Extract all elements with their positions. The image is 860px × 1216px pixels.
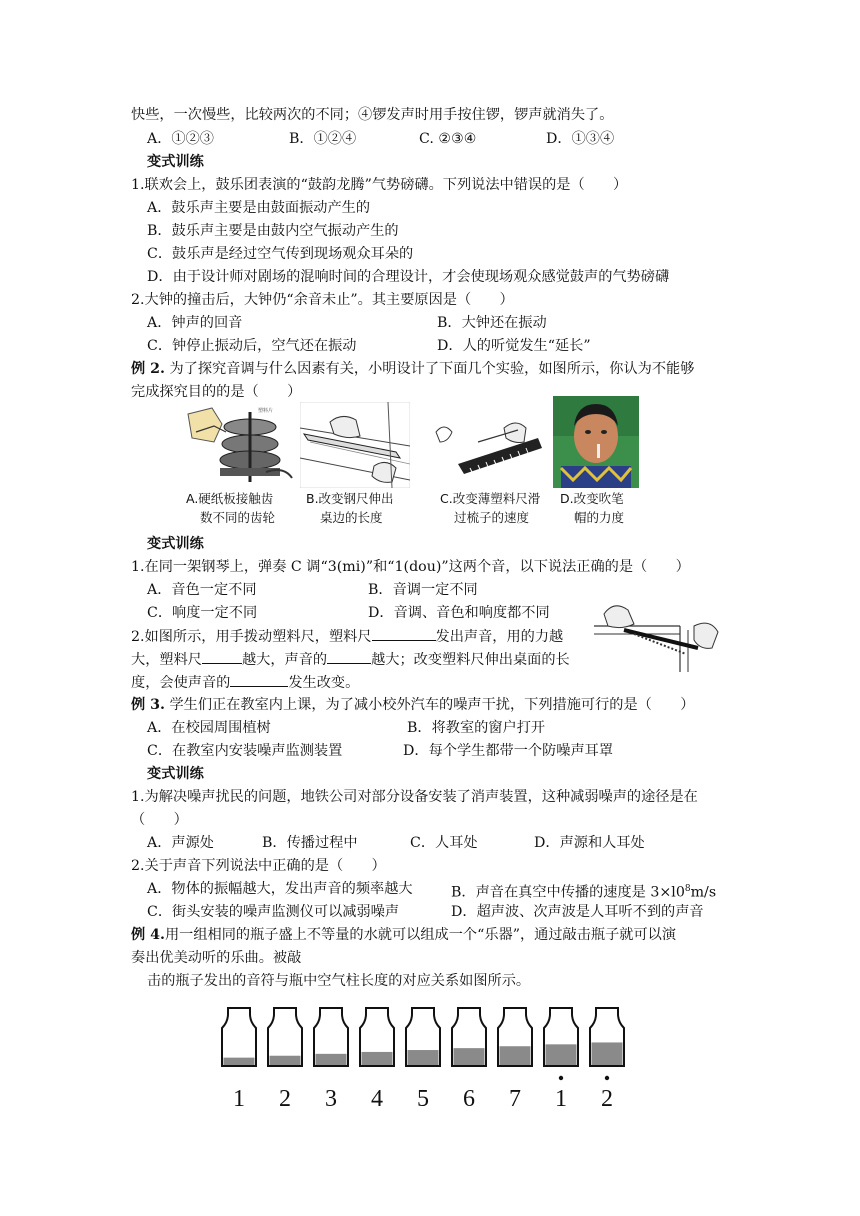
bottle-water (454, 1048, 485, 1065)
bottle-water (224, 1058, 255, 1065)
bottle-water (592, 1042, 623, 1065)
bottle-water (408, 1050, 439, 1065)
example-text: 用一组相同的瓶子盛上不等量的水就可以组成一个“乐器”，通过敲击瓶子就可以演 (164, 927, 677, 943)
bottle-water (546, 1044, 577, 1065)
text-line: 击的瓶子发出的音符与瓶中空气柱长度的对应关系如图所示。 (147, 973, 531, 989)
option-b (451, 879, 716, 903)
question-text: 1.在同一架钢琴上，弹奏 C 调“3(mi)”和“1(dou)”这两个音，以下说法正确的是（ ） (131, 559, 690, 575)
bottle-3[interactable] (314, 1008, 348, 1112)
option-d: D．每个学生都带一个防噪声耳罩 (403, 743, 614, 759)
figure-caption: 数不同的齿轮 (200, 510, 276, 525)
plastic-ruler-figure (594, 596, 722, 672)
section-heading: 变式训练 (147, 154, 204, 170)
figure-caption: 桌边的长度 (320, 510, 383, 525)
option-d: D．音调、音色和响度都不同 (368, 605, 550, 621)
option-d: D．由于设计师对剧场的混响时间的合理设计，才会使现场观众感觉鼓声的气势磅礴 (147, 269, 670, 285)
option-a: A．音色一定不同 (147, 582, 257, 598)
example-label: 例 4. (131, 927, 165, 943)
bottle-5[interactable] (406, 1008, 440, 1112)
figure-caption: A.硬纸板接触齿 (186, 491, 274, 506)
text-segment: 大，塑料尺 (131, 652, 202, 668)
svg-text:塑料片: 塑料片 (258, 408, 274, 414)
question-text: 2.大钟的撞击后，大钟仍“余音未止”。其主要原因是（ ） (131, 292, 514, 308)
bottle-4[interactable] (360, 1008, 394, 1112)
option-b: B．音调一定不同 (368, 582, 478, 598)
text-line: （ ） (131, 812, 188, 828)
bottles-svg (218, 1006, 628, 1116)
bottles-figure (218, 1006, 628, 1116)
answer-blank[interactable] (230, 672, 288, 687)
option-a: A．①②③ (147, 131, 214, 147)
bottle-9[interactable] (590, 1008, 624, 1112)
question-text: 2.关于声音下列说法中正确的是（ ） (131, 858, 386, 874)
option-c: C．钟停止振动后，空气还在振动 (147, 338, 357, 354)
option-a: A．物体的振幅越大，发出声音的频率越大 (147, 881, 413, 897)
figure-caption: D.改变吹笔 (560, 491, 624, 506)
gear-experiment-figure (184, 402, 294, 488)
figure-caption: 过梳子的速度 (454, 510, 530, 525)
bottle-water (270, 1056, 301, 1065)
option-a: A．钟声的回音 (147, 315, 243, 331)
text-segment: 度，会使声音的 (131, 675, 231, 691)
option-d: D．声源和人耳处 (534, 835, 645, 851)
text-line: 奏出优美动听的乐曲。被敲 (131, 950, 302, 966)
fill-blank-question (131, 649, 570, 670)
note-label: 6 (463, 1086, 475, 1112)
option-b: B．大钟还在振动 (437, 315, 547, 331)
option-b: B．①②④ (289, 131, 357, 147)
text-segment: 2.如图所示，用手拨动塑料尺，塑料尺 (131, 629, 372, 645)
text-segment: m/s (690, 884, 717, 901)
question-text: 1.为解决噪声扰民的问题，地铁公司对部分设备安装了消声装置，这种减弱噪声的途径是在 (131, 789, 698, 805)
figure-caption: 帽的力度 (574, 510, 625, 525)
section-heading: 变式训练 (147, 536, 204, 552)
text-line: 快些，一次慢些，比较两次的不同；④锣发声时用手按住锣，锣声就消失了。 (131, 107, 614, 123)
option-b: B．鼓乐声主要是由鼓内空气振动产生的 (147, 223, 399, 239)
answer-blank[interactable] (202, 649, 242, 664)
note-label: 7 (509, 1086, 521, 1112)
option-d: D．超声波、次声波是人耳听不到的声音 (451, 904, 704, 920)
note-label: 3 (325, 1086, 337, 1112)
text-segment: 发生改变。 (288, 675, 360, 691)
bottle-outline (222, 1008, 256, 1066)
option-a: A．在校园周围植树 (147, 720, 271, 736)
bottle-8[interactable] (544, 1008, 578, 1112)
example-text: 为了探究音调与什么因素有关，小明设计了下面几个实验，如图所示，你认为不能够 (169, 361, 695, 377)
boy-blowing-figure (553, 396, 639, 488)
option-c: C．鼓乐声是经过空气传到现场观众耳朵的 (147, 246, 414, 262)
text-segment: B．声音在真空中传播的速度是 3×l0 (451, 884, 685, 901)
note-label: 2 (279, 1086, 291, 1112)
note-label: 1 (233, 1086, 245, 1112)
bottle-water (362, 1052, 393, 1065)
option-a: A．鼓乐声主要是由鼓面振动产生的 (147, 200, 371, 216)
bottle-1[interactable] (222, 1008, 256, 1112)
comb-figure (418, 402, 546, 488)
bottle-2[interactable] (268, 1008, 302, 1112)
fill-blank-question (131, 672, 359, 693)
option-c: C．街头安装的噪声监测仪可以减弱噪声 (147, 904, 400, 920)
figure-caption: C.改变薄塑料尺滑 (440, 491, 541, 506)
example-text: 学生们正在教室内上课，为了减小校外汽车的噪声干扰，下列措施可行的是（ ） (169, 697, 695, 713)
example-label: 例 3. (131, 697, 165, 713)
bottle-6[interactable] (452, 1008, 486, 1112)
option-d: D．人的听觉发生“延长” (437, 338, 591, 354)
bottle-water (500, 1046, 531, 1065)
fill-blank-question (131, 626, 563, 647)
text-segment: 越大，声音的 (241, 652, 328, 668)
bottle-7[interactable] (498, 1008, 532, 1112)
option-b: B．将教室的窗户打开 (407, 720, 546, 736)
high-octave-dot (605, 1076, 609, 1080)
option-c: C．响度一定不同 (147, 605, 258, 621)
option-a: A．声源处 (147, 835, 214, 851)
example-line (131, 925, 676, 945)
note-label: 1 (555, 1086, 567, 1112)
option-b: B．传播过程中 (262, 835, 358, 851)
option-d: D．①③④ (546, 131, 615, 147)
bottle-water (316, 1054, 347, 1065)
exponent: 8 (684, 884, 691, 894)
note-label: 5 (417, 1086, 429, 1112)
option-c: C．人耳处 (410, 835, 478, 851)
example-label: 例 2. (131, 361, 165, 377)
text-line: 完成探究目的的是（ ） (131, 384, 302, 400)
option-c: C. ②③④ (419, 131, 477, 147)
example-line (131, 359, 694, 379)
ruler-on-desk-figure (300, 402, 410, 488)
question-text: 1.联欢会上，鼓乐团表演的“鼓韵龙腾”气势磅礴。下列说法中错误的是（ ） (131, 177, 628, 193)
note-label: 2 (601, 1086, 613, 1112)
note-label: 4 (371, 1086, 383, 1112)
section-heading: 变式训练 (147, 766, 204, 782)
answer-blank[interactable] (327, 649, 371, 664)
high-octave-dot (559, 1076, 563, 1080)
text-segment: 发出声音，用的力越 (435, 629, 564, 645)
figure-caption: B.改变钢尺伸出 (306, 491, 394, 506)
option-c: C．在教室内安装噪声监测装置 (147, 743, 343, 759)
text-segment: 越大；改变塑料尺伸出桌面的长 (371, 652, 570, 668)
answer-blank[interactable] (372, 626, 436, 641)
example-line (131, 695, 694, 715)
